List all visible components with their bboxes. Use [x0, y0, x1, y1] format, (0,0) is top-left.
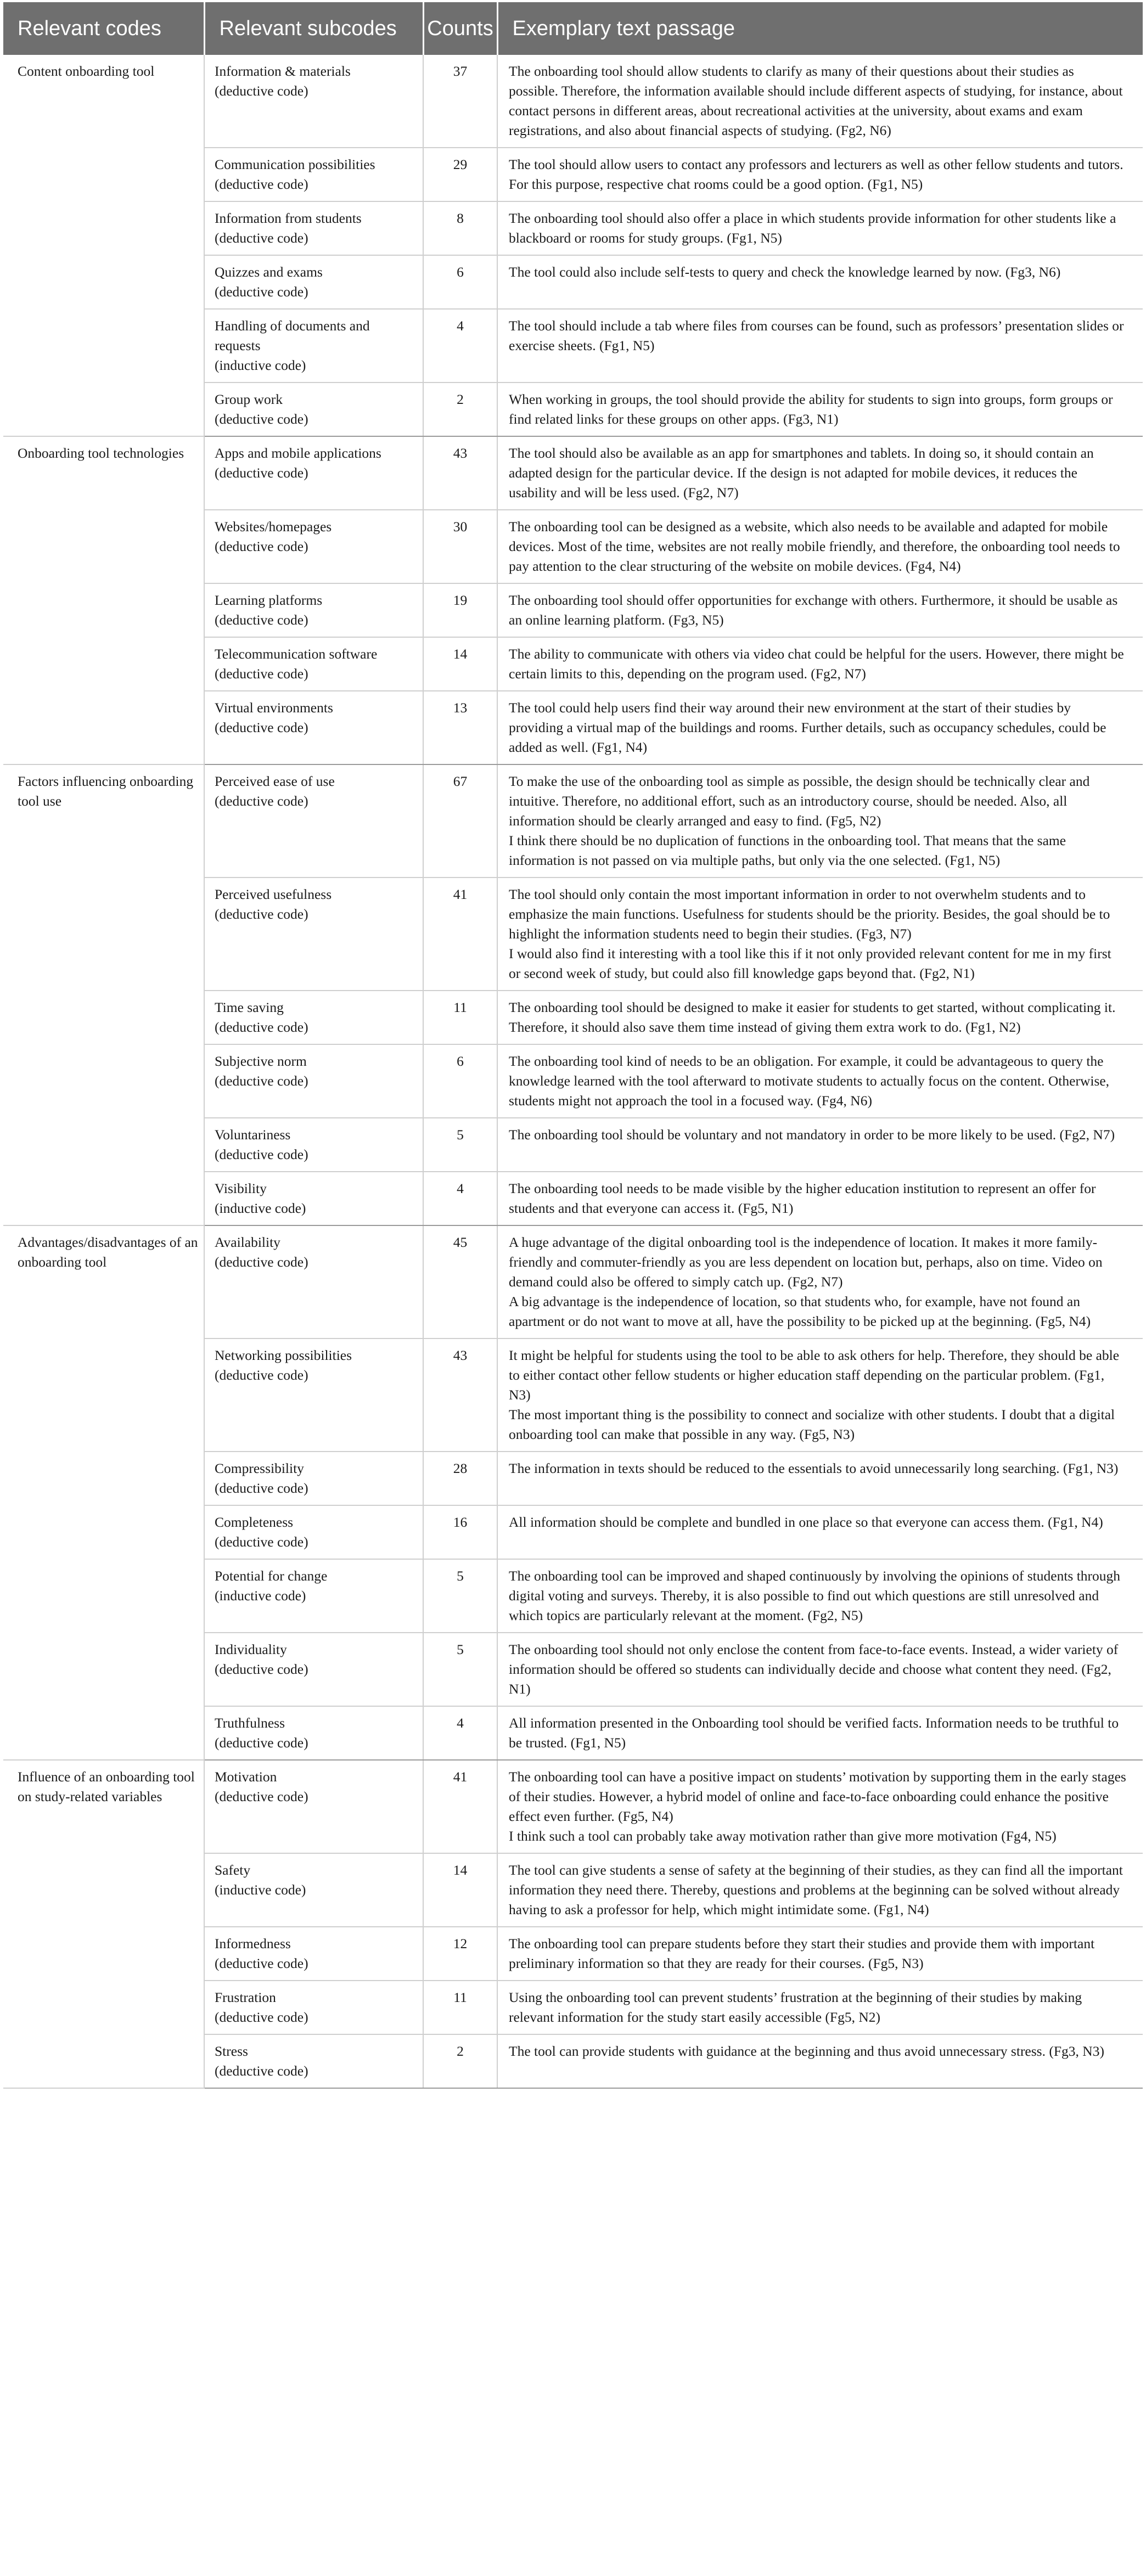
- subcode-name: Apps and mobile applications: [215, 445, 381, 461]
- passage-cell: [497, 1706, 1143, 1760]
- count-cell: 28: [423, 1452, 497, 1505]
- subcode-type: (deductive code): [215, 1735, 308, 1751]
- passage-text: The information in texts should be reduced to the essentials to avoid unnecessarily long searching. (Fg1, N3): [509, 1460, 1119, 1476]
- passage-text: It might be helpful for students using the tool to be able to ask others for help. Therefore, they should be able to either contact other fellow students or higher education staff depending on the particular problem. (Fg1, N3): [509, 1347, 1120, 1403]
- count-cell: 5: [423, 1559, 497, 1633]
- passage-cell: [497, 583, 1143, 637]
- passage-cell: [497, 1044, 1143, 1118]
- subcode-cell: [204, 1981, 423, 2034]
- passage-text: The most important thing is the possibility to connect and socialize with other students. I doubt that a digital onboarding tool can make that possible in any way. (Fg5, N3): [509, 1407, 1115, 1442]
- count-cell: 4: [423, 1706, 497, 1760]
- passage-text: To make the use of the onboarding tool as simple as possible, the design should be technically clear and intuitive. Therefore, no additional effort, such as an introductory course, should be needed. Also, all information should be clearly arranged and easy to find. (Fg5, N2): [509, 773, 1090, 829]
- subcode-type: (deductive code): [215, 1661, 308, 1677]
- subcode-cell: [204, 1559, 423, 1633]
- subcode-type: (deductive code): [215, 719, 308, 735]
- subcode-cell: [204, 1338, 423, 1452]
- passage-cell: [497, 1118, 1143, 1172]
- subcode-name: Completeness: [215, 1514, 294, 1530]
- subcode-name: Compressibility: [215, 1460, 304, 1476]
- passage-text: The tool should allow users to contact any professors and lecturers as well as other fellow students and tutors. For this purpose, respective chat rooms could be a good option. (Fg1, N5): [509, 156, 1123, 192]
- subcode-type: (inductive code): [215, 357, 306, 373]
- subcode-cell: [204, 1118, 423, 1172]
- subcode-name: Networking possibilities: [215, 1347, 352, 1363]
- subcode-name: Individuality: [215, 1641, 287, 1657]
- subcode-name: Truthfulness: [215, 1715, 285, 1731]
- passage-cell: [497, 2034, 1143, 2088]
- passage-cell: [497, 1338, 1143, 1452]
- passage-text: The tool could also include self-tests to query and check the knowledge learned by now. (Fg3, N6): [509, 264, 1061, 280]
- passage-cell: [497, 1172, 1143, 1225]
- relevant-code-cell: Advantages/disadvantages of an onboarding tool: [3, 1225, 204, 1760]
- subcode-cell: [204, 764, 423, 878]
- count-cell: 12: [423, 1927, 497, 1981]
- passage-cell: [497, 1927, 1143, 1981]
- subcode-type: (deductive code): [215, 538, 308, 554]
- count-cell: 43: [423, 436, 497, 510]
- passage-text: The ability to communicate with others via video chat could be helpful for the users. However, there might be certain limits to this, depending on the program used. (Fg2, N7): [509, 646, 1124, 682]
- subcode-type: (inductive code): [215, 1200, 306, 1216]
- subcode-type: (deductive code): [215, 612, 308, 628]
- subcode-name: Learning platforms: [215, 592, 323, 608]
- count-cell: 37: [423, 55, 497, 148]
- subcode-name: Handling of documents and requests: [215, 318, 370, 353]
- subcode-cell: [204, 583, 423, 637]
- passage-cell: [497, 510, 1143, 583]
- passage-cell: [497, 1225, 1143, 1338]
- subcode-name: Time saving: [215, 999, 284, 1015]
- passage-cell: [497, 991, 1143, 1044]
- passage-cell: [497, 637, 1143, 691]
- subcode-name: Availability: [215, 1234, 280, 1250]
- count-cell: 8: [423, 201, 497, 255]
- subcode-cell: [204, 1633, 423, 1706]
- subcode-name: Websites/homepages: [215, 519, 332, 535]
- count-cell: 30: [423, 510, 497, 583]
- table-row: [3, 55, 1143, 148]
- count-cell: 29: [423, 148, 497, 201]
- subcode-type: (deductive code): [215, 1788, 308, 1804]
- subcode-type: (deductive code): [215, 1955, 308, 1971]
- passage-cell: [497, 1452, 1143, 1505]
- subcode-type: (deductive code): [215, 1019, 308, 1035]
- subcode-name: Information from students: [215, 210, 362, 226]
- count-cell: 13: [423, 691, 497, 764]
- passage-cell: [497, 1981, 1143, 2034]
- passage-text: A big advantage is the independence of location, so that students who, for example, have not found an apartment or do not want to move at all, have the possibility to be picked up at the beginning. (Fg5, N4): [509, 1293, 1091, 1329]
- subcode-type: (deductive code): [215, 465, 308, 481]
- passage-cell: [497, 201, 1143, 255]
- subcode-name: Safety: [215, 1862, 251, 1878]
- table-row: [3, 436, 1143, 510]
- relevant-code-cell: Content onboarding tool: [3, 55, 204, 436]
- table-body: [3, 55, 1143, 2088]
- passage-text: The tool should include a tab where files from courses can be found, such as professors’ presentation slides or exercise sheets. (Fg1, N5): [509, 318, 1124, 353]
- subcode-cell: [204, 1452, 423, 1505]
- passage-cell: [497, 1559, 1143, 1633]
- passage-cell: [497, 383, 1143, 436]
- header-passage: Exemplary text passage: [497, 2, 1143, 55]
- count-cell: 14: [423, 637, 497, 691]
- subcode-name: Communication possibilities: [215, 156, 375, 172]
- subcode-name: Subjective norm: [215, 1053, 307, 1069]
- subcode-cell: [204, 1927, 423, 1981]
- subcode-type: (deductive code): [215, 1073, 308, 1089]
- passage-cell: [497, 309, 1143, 383]
- subcode-cell: [204, 255, 423, 309]
- subcode-name: Quizzes and exams: [215, 264, 323, 280]
- passage-cell: [497, 148, 1143, 201]
- passage-cell: [497, 55, 1143, 148]
- subcode-cell: [204, 201, 423, 255]
- subcode-name: Perceived ease of use: [215, 773, 335, 789]
- header-subcodes: Relevant subcodes: [204, 2, 423, 55]
- passage-text: The tool should only contain the most important information in order to not overwhelm students and to emphasize the main functions. Usefulness for students should be the priority. Besides, the goal should be to highlight the information students need to begin their studies. (Fg3, N7): [509, 886, 1110, 942]
- subcode-type: (deductive code): [215, 2063, 308, 2079]
- count-cell: 14: [423, 1853, 497, 1927]
- passage-text: The tool could help users find their way around their new environment at the start of their studies by providing a virtual map of the buildings and rooms. Further details, such as occupancy schedules, could be added as well. (Fg1, N4): [509, 700, 1106, 755]
- subcode-name: Voluntariness: [215, 1127, 291, 1143]
- passage-cell: [497, 1853, 1143, 1927]
- subcode-type: (deductive code): [215, 2009, 308, 2025]
- subcode-name: Telecommunication software: [215, 646, 378, 662]
- passage-text: Using the onboarding tool can prevent students’ frustration at the beginning of their studies by making relevant information for the study start easily accessible (Fg5, N2): [509, 1989, 1082, 2025]
- subcode-cell: [204, 1172, 423, 1225]
- subcode-name: Motivation: [215, 1769, 277, 1785]
- relevant-code-cell: Influence of an onboarding tool on study-related variables: [3, 1760, 204, 2088]
- coding-table: [3, 2, 1143, 2089]
- subcode-type: (deductive code): [215, 1367, 308, 1383]
- passage-cell: [497, 255, 1143, 309]
- subcode-type: (deductive code): [215, 666, 308, 682]
- passage-text: The tool can provide students with guidance at the beginning and thus avoid unnecessary stress. (Fg3, N3): [509, 2043, 1104, 2059]
- passage-text: The onboarding tool can be designed as a website, which also needs to be available and adapted for mobile devices. Most of the time, websites are not really mobile friendly, and therefore, the onboarding tool needs to pay attention to the clear structuring of the website on mobile devices. (Fg4, N4): [509, 519, 1120, 574]
- subcode-cell: [204, 991, 423, 1044]
- subcode-name: Visibility: [215, 1180, 267, 1196]
- subcode-cell: [204, 691, 423, 764]
- passage-cell: [497, 691, 1143, 764]
- subcode-cell: [204, 55, 423, 148]
- passage-text: The onboarding tool should not only enclose the content from face-to-face events. Instead, a wider variety of information should be offered so students can individually decide and choose what content they need. (Fg2, N1): [509, 1641, 1119, 1697]
- passage-cell: [497, 436, 1143, 510]
- count-cell: 5: [423, 1118, 497, 1172]
- subcode-cell: [204, 148, 423, 201]
- passage-cell: [497, 1760, 1143, 1853]
- passage-cell: [497, 878, 1143, 991]
- count-cell: 41: [423, 1760, 497, 1853]
- subcode-cell: [204, 510, 423, 583]
- subcode-type: (deductive code): [215, 793, 308, 809]
- passage-text: The onboarding tool can have a positive impact on students’ motivation by supporting them in the early stages of their studies. However, a hybrid model of online and face-to-face onboarding could enhance the positive effect even further. (Fg5, N4): [509, 1769, 1126, 1824]
- count-cell: 6: [423, 1044, 497, 1118]
- count-cell: 43: [423, 1338, 497, 1452]
- subcode-cell: [204, 1505, 423, 1559]
- count-cell: 16: [423, 1505, 497, 1559]
- subcode-cell: [204, 2034, 423, 2088]
- subcode-type: (deductive code): [215, 1480, 308, 1496]
- passage-text: The onboarding tool should also offer a place in which students provide information for other students like a blackboard or rooms for study groups. (Fg1, N5): [509, 210, 1116, 246]
- subcode-cell: [204, 1760, 423, 1853]
- passage-text: The tool can give students a sense of safety at the beginning of their studies, as they can find all the important information they need there. Thereby, questions and problems at the beginning can be solved without already having to ask a professor for help, which might intimidate some. (Fg1, N4): [509, 1862, 1123, 1917]
- passage-cell: [497, 764, 1143, 878]
- count-cell: 6: [423, 255, 497, 309]
- header-codes: Relevant codes: [3, 2, 204, 55]
- subcode-type: (deductive code): [215, 1254, 308, 1270]
- subcode-name: Information & materials: [215, 63, 351, 79]
- passage-text: The onboarding tool can prepare students before they start their studies and provide them with important preliminary information so that they are ready for their courses. (Fg5, N3): [509, 1936, 1095, 1971]
- subcode-name: Group work: [215, 391, 283, 407]
- passage-text: The onboarding tool should be voluntary and not mandatory in order to be more likely to be used. (Fg2, N7): [509, 1127, 1115, 1143]
- subcode-type: (deductive code): [215, 1146, 308, 1162]
- passage-cell: [497, 1505, 1143, 1559]
- subcode-type: (deductive code): [215, 230, 308, 246]
- subcode-cell: [204, 1706, 423, 1760]
- passage-text: All information should be complete and bundled in one place so that everyone can access them. (Fg1, N4): [509, 1514, 1103, 1530]
- subcode-name: Frustration: [215, 1989, 276, 2005]
- passage-text: The onboarding tool should allow students to clarify as many of their questions about their studies as possible. Therefore, the information available should include different aspects of studying, for instance, about contact persons in different areas, about recreational activities at the university, about exams and exam registrations, and also about financial aspects of studying. (Fg2, N6): [509, 63, 1123, 138]
- subcode-cell: [204, 878, 423, 991]
- subcode-type: (deductive code): [215, 284, 308, 300]
- passage-text: I think such a tool can probably take away motivation rather than give more motivation (Fg4, N5): [509, 1828, 1057, 1844]
- subcode-name: Perceived usefulness: [215, 886, 332, 902]
- relevant-code-cell: Factors influencing onboarding tool use: [3, 764, 204, 1225]
- passage-text: I think there should be no duplication of functions in the onboarding tool. That means that the same information is not passed on via multiple paths, but only via the one selected. (Fg1, N5): [509, 833, 1066, 868]
- passage-text: The onboarding tool should be designed to make it easier for students to get started, without complicating it. Therefore, it should also save them time instead of giving them extra work to do. (Fg1, N2): [509, 999, 1116, 1035]
- passage-text: The onboarding tool can be improved and shaped continuously by involving the opinions of students through digital voting and surveys. Thereby, it is also possible to find out which questions are still unresolved and which topics are particularly relevant at the moment. (Fg2, N5): [509, 1568, 1121, 1623]
- table-header: [3, 2, 1143, 55]
- passage-text: The onboarding tool needs to be made visible by the higher education institution to represent an offer for students and that everyone can access it. (Fg5, N1): [509, 1180, 1096, 1216]
- subcode-cell: [204, 1853, 423, 1927]
- subcode-name: Virtual environments: [215, 700, 333, 716]
- subcode-type: (deductive code): [215, 1534, 308, 1550]
- passage-text: I would also find it interesting with a tool like this if it not only provided relevant content for me in my first or second week of study, but could also fill knowledge gaps beyond that. (Fg2, N1): [509, 946, 1111, 981]
- passage-text: All information presented in the Onboarding tool should be verified facts. Information needs to be truthful to be trusted. (Fg1, N5): [509, 1715, 1119, 1751]
- subcode-cell: [204, 1225, 423, 1338]
- passage-cell: [497, 1633, 1143, 1706]
- subcode-type: (inductive code): [215, 1588, 306, 1604]
- count-cell: 67: [423, 764, 497, 878]
- subcode-name: Stress: [215, 2043, 248, 2059]
- subcode-cell: [204, 309, 423, 383]
- subcode-type: (deductive code): [215, 83, 308, 99]
- table-row: [3, 1760, 1143, 1853]
- count-cell: 11: [423, 991, 497, 1044]
- subcode-name: Potential for change: [215, 1568, 328, 1584]
- count-cell: 5: [423, 1633, 497, 1706]
- count-cell: 45: [423, 1225, 497, 1338]
- count-cell: 41: [423, 878, 497, 991]
- relevant-code-cell: Onboarding tool technologies: [3, 436, 204, 764]
- count-cell: 19: [423, 583, 497, 637]
- count-cell: 2: [423, 2034, 497, 2088]
- subcode-name: Informedness: [215, 1936, 291, 1951]
- subcode-cell: [204, 637, 423, 691]
- subcode-type: (deductive code): [215, 176, 308, 192]
- table-row: [3, 764, 1143, 878]
- count-cell: 11: [423, 1981, 497, 2034]
- subcode-type: (deductive code): [215, 906, 308, 922]
- count-cell: 4: [423, 1172, 497, 1225]
- subcode-type: (deductive code): [215, 411, 308, 427]
- passage-text: The tool should also be available as an app for smartphones and tablets. In doing so, it should contain an adapted design for the particular device. If the design is not adapted for mobile devices, it reduces the usability and will be less used. (Fg2, N7): [509, 445, 1094, 500]
- subcode-cell: [204, 1044, 423, 1118]
- subcode-type: (inductive code): [215, 1882, 306, 1898]
- count-cell: 2: [423, 383, 497, 436]
- passage-text: A huge advantage of the digital onboarding tool is the independence of location. It makes it more family-friendly and commuter-friendly as you are less dependent on location but, perhaps, also on time. Video on demand could also be offered to simply catch up. (Fg2, N7): [509, 1234, 1103, 1290]
- subcode-cell: [204, 436, 423, 510]
- table-row: [3, 1225, 1143, 1338]
- passage-text: When working in groups, the tool should provide the ability for students to sign into groups, form groups or find related links for these groups on other apps. (Fg3, N1): [509, 391, 1113, 427]
- header-counts: Counts: [423, 2, 497, 55]
- subcode-cell: [204, 383, 423, 436]
- count-cell: 4: [423, 309, 497, 383]
- passage-text: The onboarding tool kind of needs to be an obligation. For example, it could be advantageous to query the knowledge learned with the tool afterward to motivate students to actually focus on the content. Otherwise, students might not approach the tool in a focused way. (Fg4, N6): [509, 1053, 1110, 1109]
- passage-text: The onboarding tool should offer opportunities for exchange with others. Furthermore, it should be usable as an online learning platform. (Fg3, N5): [509, 592, 1118, 628]
